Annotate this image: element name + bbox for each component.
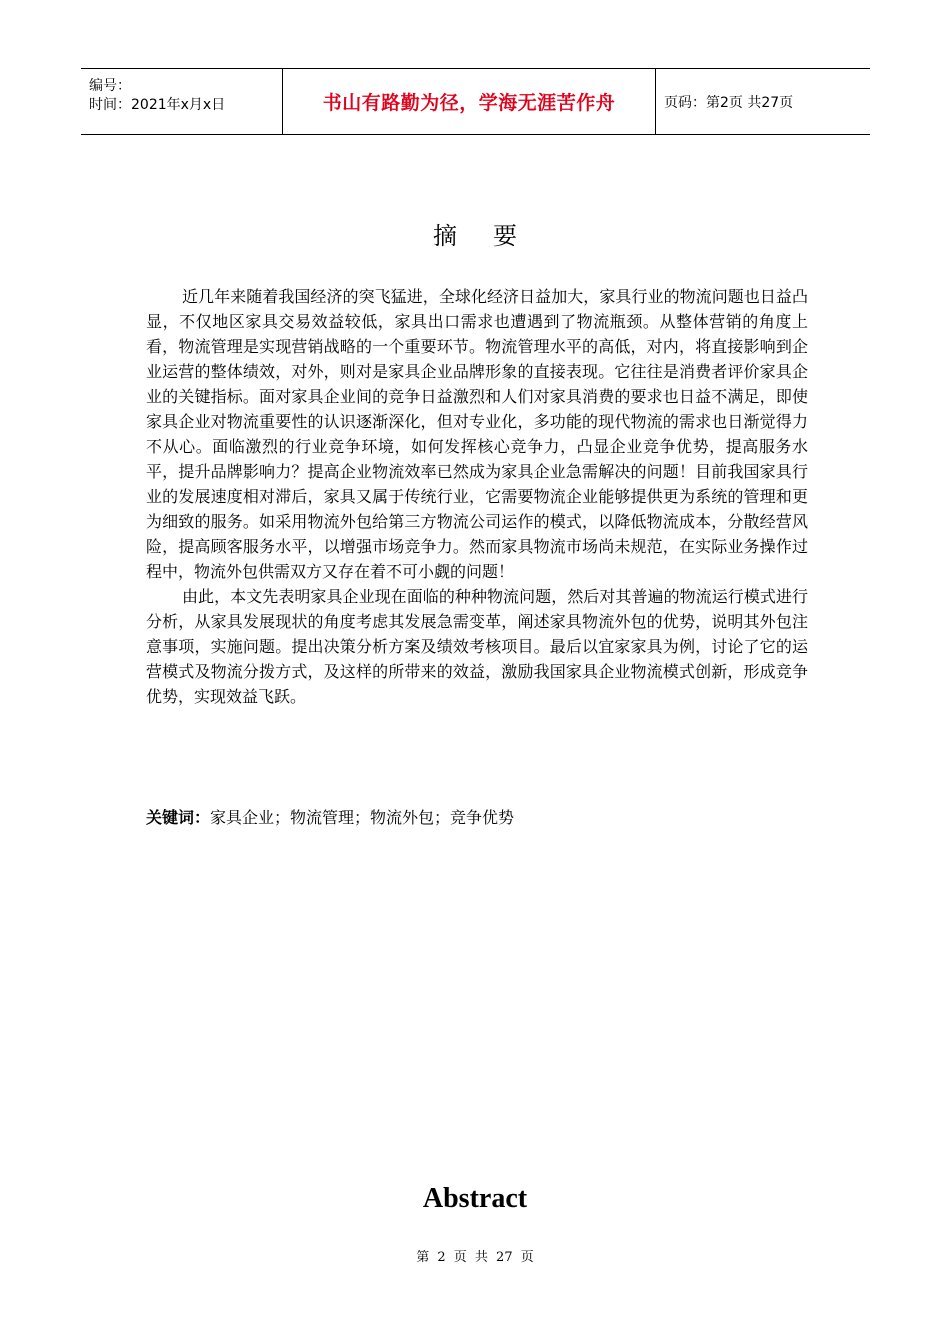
- header-page-cell: [656, 69, 870, 134]
- keywords-label: 关键词：: [146, 808, 211, 827]
- page-footer: 第 2 页 共 27 页: [416, 1250, 534, 1265]
- header-left-cell: [81, 69, 282, 134]
- header-motto: 书山有路勤为径，学海无涯苦作舟: [322, 92, 616, 114]
- abstract-cn-body: [146, 284, 808, 709]
- header-date: 时间：2021年x月x日: [89, 96, 226, 113]
- abstract-cn-title: 摘要: [433, 222, 553, 250]
- header-number-label: 编号：: [89, 77, 131, 94]
- document-header: [81, 68, 870, 135]
- abstract-en-title: Abstract: [422, 1183, 528, 1214]
- abstract-paragraph-2: 由此，本文先表明家具企业现在面临的种种物流问题，然后对其普遍的物流运行模式进行分析，从家具发展现状的角度考虑其发展急需变革，阐述家具物流外包的优势，说明其外包注意事项，实施问题。提出决策分析方案及绩效考核项目。最后以宜家家具为例，讨论了它的运营模式及物流分拨方式，及这样的所带来的效益，激励我国家具企业物流模式创新，形成竞争优势，实现效益飞跃。: [146, 587, 808, 706]
- header-page-code: 页码：第2页 共27页: [664, 94, 794, 111]
- keywords-line: [146, 805, 514, 830]
- abstract-paragraph-1: 近几年来随着我国经济的突飞猛进，全球化经济日益加大，家具行业的物流问题也日益凸显，不仅地区家具交易效益较低，家具出口需求也遭遇到了物流瓶颈。从整体营销的角度上看，物流管理是实现营销战略的一个重要环节。物流管理水平的高低，对内，将直接影响到企业运营的整体绩效，对外，则对是家具企业品牌形象的直接表现。它往往是消费者评价家具企业的关键指标。面对家具企业间的竞争日益激烈和人们对家具消费的要求也日益不满足，即使家具企业对物流重要性的认识逐渐深化，但对专业化，多功能的现代物流的需求也日渐觉得力不从心。面临激烈的行业竞争环境，如何发挥核心竞争力，凸显企业竞争优势，提高服务水平，提升品牌影响力？提高企业物流效率已然成为家具企业急需解决的问题！目前我国家具行业的发展速度相对滞后，家具又属于传统行业，它需要物流企业能够提供更为系统的管理和更为细致的服务。如采用物流外包给第三方物流公司运作的模式，以降低物流成本，分散经营风险，提高顾客服务水平，以增强市场竞争力。然而家具物流市场尚未规范，在实际业务操作过程中，物流外包供需双方又存在着不可小觑的问题！: [146, 287, 808, 581]
- keywords-value: 家具企业；物流管理；物流外包；竞争优势: [210, 808, 515, 827]
- header-motto-cell: [282, 69, 656, 134]
